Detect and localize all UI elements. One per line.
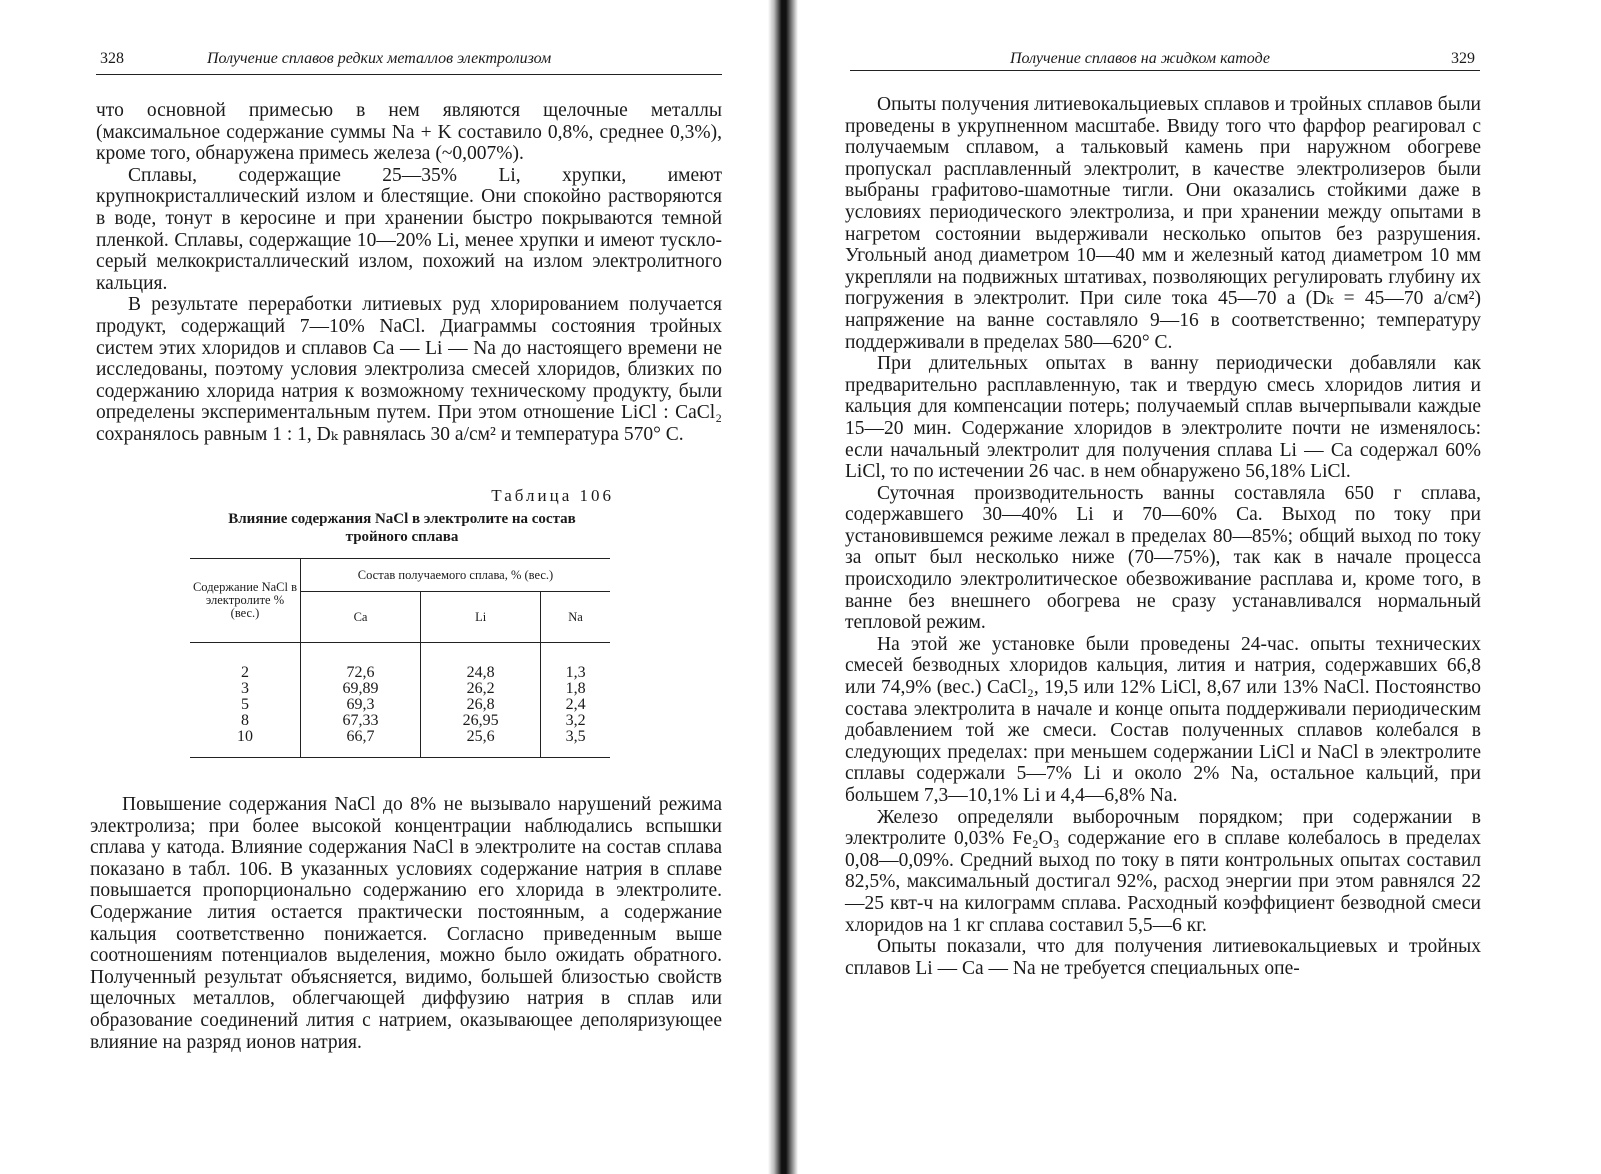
paragraph: При длительных опытах в ванну периодически добавляли как предварительно расплавленную, так и твердую смесь хлоридов лития и кальция для компенсации потерь; получаемый сплав вычерпывали каждые 15—20 мин. Содержание хлоридов в электролите почти не изменялось: если начальный электролит для получения сплава Li — Ca содержал 60% LiCl, то по истечении 26 час. в нем обнаружено 56,18% LiCl. xyxy=(845,353,1481,483)
group-header: Состав получаемого сплава, % (вес.) xyxy=(301,559,611,592)
paragraph: что основной примесью в нем являются щелочные металлы (максимальное содержание суммы Na + K составило 0,8%, среднее 0,3%), кроме того, обнаружена примесь железа (~0,007%). xyxy=(96,100,722,165)
col-header-nacl: Содержание NaCl в электролите % (вес.) xyxy=(190,559,301,643)
table-title: Влияние содержания NaCl в электролите на состав тройного сплава xyxy=(228,511,576,545)
paragraph: Опыты получения литиевокальциевых сплавов и тройных сплавов были проведены в укрупненном масштабе. Ввиду того что фарфор реагировал с получаемым сплавом, а тальковый камень при наружном обогреве пропускал расплавленный электролит, в качестве электролизеров были выбраны графитово-шамотные тигли. Они оказались стойкими даже в условиях периодического электролиза, и при хранении между опытами в нагретом состоянии выдерживали несколько опытов без разрушения. Угольный анод диаметром 10—40 мм и железный катод диаметром 10 мм укрепляли на подвижных штативах, позволяющих регулировать глубину их погружения в электролит. При силе тока 45—70 а (Dₖ = 45—70 а/см²) напряжение на ванне составляло 9—16 в соответственно; температуру поддерживали в пределах 580—620° С. xyxy=(845,94,1481,353)
left-page xyxy=(0,0,780,1174)
col-li-values: 24,8 26,2 26,8 26,95 25,6 xyxy=(421,643,541,758)
col-na-values: 1,3 1,8 2,4 3,2 3,5 xyxy=(541,643,610,758)
paragraph: На этой же установке были проведены 24-час. опыты технических смесей безводных хлоридов кальция, лития и натрия, содержавших 66,8 или 74,9% (вес.) CaCl₂, 19,5 или 12% LiCl, 8,67 или 13% NaCl. Постоянство состава электролита в начале и конце опыта поддерживали периодическим добавлением той же смеси. Состав полученных сплавов колебался в следующих пределах: при меньшем содержании LiCl и NaCl в электролите сплавы содержали 5—7% Li и около 2% Na, остальное кальций, при большем 7,3—10,1% Li и 4,4—6,8% Na. xyxy=(845,633,1481,806)
paragraph: Железо определяли выборочным порядком; при содержании в электролите 0,03% Fe₂O₃ содержание его в сплаве колебалось в пределах 0,08—0,09%. Средний выход по току в пяти контрольных опытах составил 82,5%, максимальный достигал 92%, расход энергии при этом равнялся 22—25 квт-ч на килограмм сплава. Расходный коэффициент безводной смеси хлоридов на 1 кг сплава составил 5,5—6 кг. xyxy=(845,806,1481,936)
paragraph: Суточная производительность ванны составляла 650 г сплава, содержавшего 30—40% Li и 70—60% Ca. Выход по току при установившемся режиме лежал в пределах 80—85%; общий выход по току за опыт был несколько ниже (70—75%), так как в начале процесса происходило электролитическое обезвоживание расплава и, кроме того, в ванне без внешнего обогрева не сразу устанавливался нормальный тепловой режим. xyxy=(845,482,1481,634)
col-header-li: Li xyxy=(421,592,541,643)
paragraph: Повышение содержания NaCl до 8% не вызывало нарушений режима электролиза; при более высокой концентрации наблюдались вспышки сплава у катода. Влияние содержания NaCl в электролите на состав сплава показано в табл. 106. В указанных условиях содержание натрия в сплаве повышается пропорционально содержанию его хлорида в электролите. Содержание лития остается практически постоянным, а содержание кальция соответственно понижается. Согласно приведенным выше соотношениям потенциалов выделения, можно было ожидать обратного. Полученный результат объясняется, видимо, большей близостью свойств щелочных металлов, облегчающей диффузию натрия в сплав или образование соединений лития с натрием, оказывающее деполяризующее влияние на разряд ионов натрия. xyxy=(90,794,722,1053)
paragraph: В результате переработки литиевых руд хлорированием получается продукт, содержащий 7—10% NaCl. Диаграммы состояния тройных систем этих хлоридов и сплавов Ca — Li — Na до настоящего времени не исследованы, поэтому условия электролиза смесей хлоридов, близких по содержанию хлорида натрия к возможному техническому продукту, были определены экспериментальным путем. При этом отношение LiCl : CaCl₂ сохранялось равным 1 : 1, Dₖ равнялась 30 а/см² и температура 570° С. xyxy=(96,294,722,445)
data-table xyxy=(190,558,610,758)
right-body xyxy=(845,94,1481,979)
running-title: Получение сплавов редких металлов электролизом xyxy=(207,50,552,67)
header-rule xyxy=(850,70,1480,71)
paragraph: Сплавы, содержащие 25—35% Li, хрупки, имеют крупнокристаллический излом и блестящие. Они спокойно растворяются в воде, тонут в керосине и при хранении быстро покрываются темной пленкой. Сплавы, содержащие 10—20% Li, менее хрупки и имеют тускло-серый мелкокристаллический излом, похожий на излом электролитного кальция. xyxy=(96,164,722,294)
col-header-ca: Ca xyxy=(301,592,421,643)
left-body-top xyxy=(96,100,722,446)
page-number: 328 xyxy=(100,50,124,67)
running-title: Получение сплавов на жидком катоде xyxy=(1010,50,1270,67)
book-gutter xyxy=(768,0,798,1174)
col-nacl-values: 2 3 5 8 10 xyxy=(190,643,301,758)
header-rule xyxy=(96,74,722,75)
page-number: 329 xyxy=(1451,50,1475,67)
paragraph: Опыты показали, что для получения литиевокальциевых и тройных сплавов Li — Ca — Na не требуется специальных опе- xyxy=(845,936,1481,979)
col-ca-values: 72,6 69,89 69,3 67,33 66,7 xyxy=(301,643,421,758)
left-page-header xyxy=(0,50,780,76)
right-page xyxy=(805,0,1601,1174)
table-106 xyxy=(190,486,614,758)
table-label: Таблица 106 xyxy=(491,486,614,505)
col-header-na: Na xyxy=(541,592,610,643)
right-page-header xyxy=(805,50,1601,76)
left-body-bottom xyxy=(90,794,722,1053)
